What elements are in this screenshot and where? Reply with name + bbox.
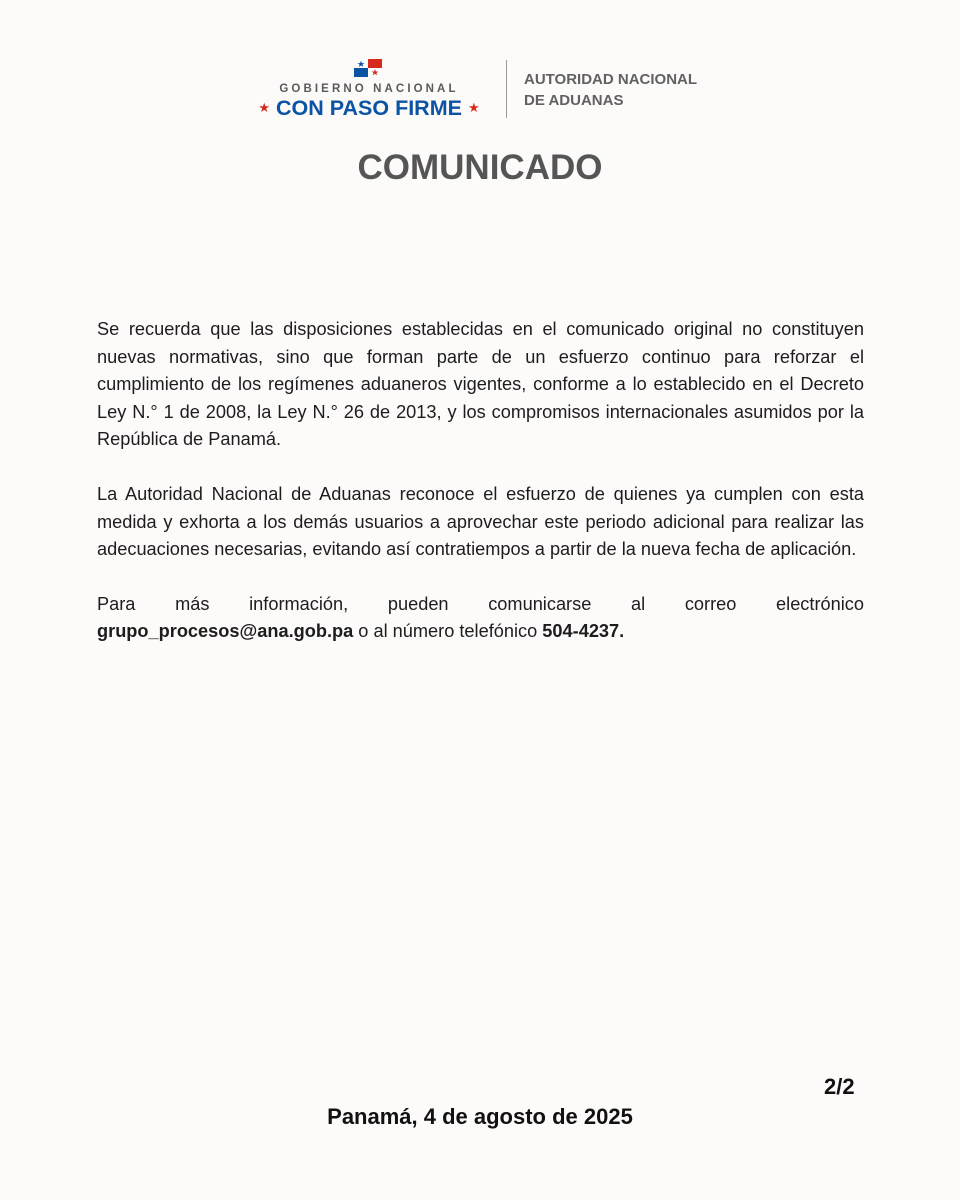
header-divider [506,60,507,118]
page-title: COMUNICADO [357,148,603,187]
gov-line-1: GOBIERNO NACIONAL [279,83,459,95]
star-icon: ★ [467,100,480,115]
agency-line-1: AUTORIDAD NACIONAL [524,71,698,88]
panama-flag-icon [354,59,382,77]
contact-email[interactable]: grupo_procesos@ana.gob.pa [97,621,354,642]
star-icon: ★ [258,100,271,115]
date-line: Panamá, 4 de agosto de 2025 [327,1104,633,1129]
contact-phone: 504-4237. [542,621,625,642]
page-number: 2/2 [824,1074,855,1099]
contact-mid-text: o al número telefónico [353,621,543,642]
header [0,56,960,126]
paragraph-3-intro: Para más información, pueden comunicarse al correo electrónico [97,593,864,614]
paragraph-2: La Autoridad Nacional de Aduanas reconoce el esfuerzo de quienes ya cumplen con esta medida y exhorta a los demás usuarios a aprovechar este periodo adicional para realizar las adecuaciones necesarias, evitando así contratiempos a partir de la nueva fecha de aplicación. [97,483,864,560]
government-logo [246,56,492,122]
gov-line-2 [246,96,492,121]
agency-name [524,69,697,111]
paragraph-1: Se recuerda que las disposiciones establecidas en el comunicado original no constituyen nuevas normativas, sino que forman parte de un esfuerzo continuo para reforzar el cumplimiento de los regímenes aduaneros vigentes, conforme a lo establecido en el Decreto Ley N.° 1 de 2008, la Ley N.° 26 de 2013, y los compromisos internacionales asumidos por la República de Panamá. [97,319,864,450]
slogan: CON PASO FIRME [276,96,462,120]
agency-line-2: DE ADUANAS [524,92,624,109]
paragraph-3-contact [97,618,864,646]
document-body [97,316,864,646]
